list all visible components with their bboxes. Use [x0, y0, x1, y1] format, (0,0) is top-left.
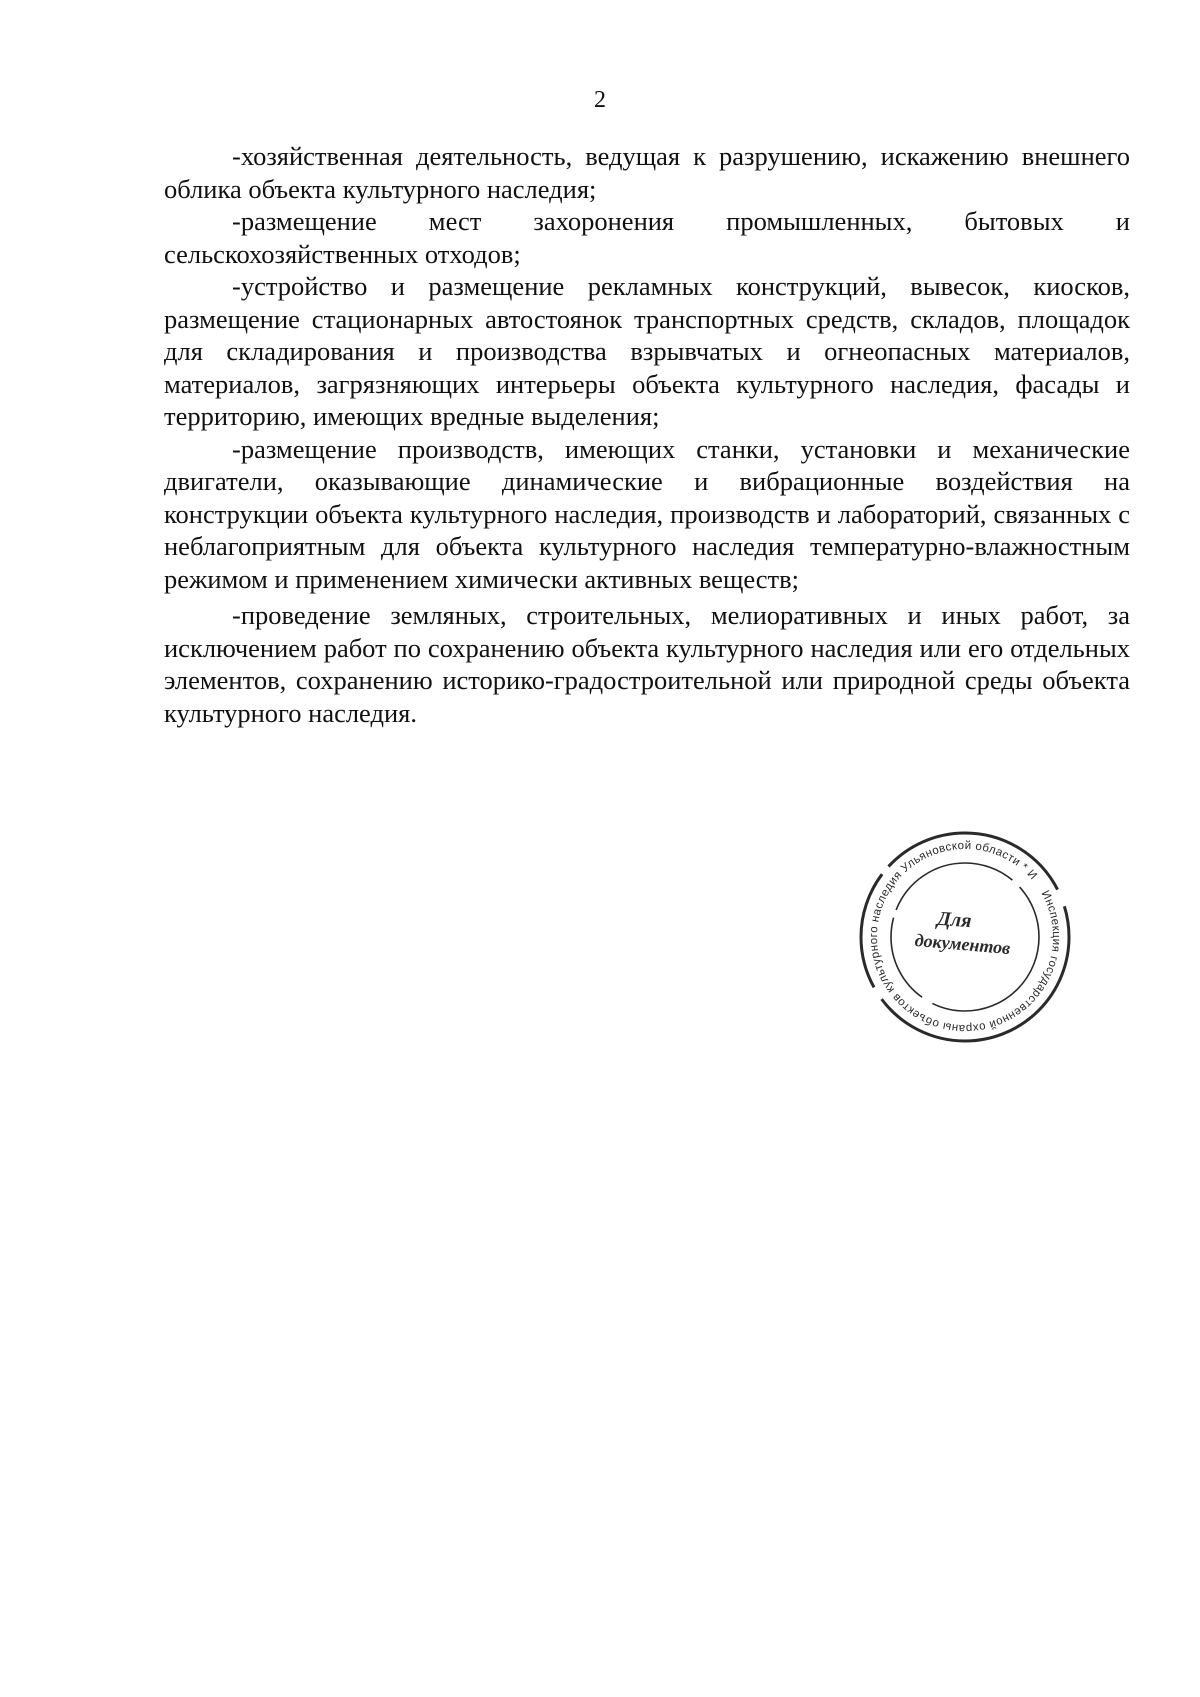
stamp-center-line-2: документов [913, 929, 1012, 959]
page-number: 2 [594, 87, 606, 113]
document-body [164, 140, 1130, 729]
paragraph-3: -устройство и размещение рекламных конструкций, вывесок, киосков, размещение стационарных автостоянок транспортных средств, складов, площадок для складирования и производства взрывчатых и огнеопасных материалов, материалов, загрязняющих интерьеры объекта культурного наследия, фасады и территорию, имеющих вредные выделения; [164, 271, 1130, 431]
paragraph-1: -хозяйственная деятельность, ведущая к разрушению, искажению внешнего облика объекта культурного наследия; [164, 141, 1130, 204]
stamp-ring-text: Инспекция государственной охраны объектов культурного наследия Ульяновской области * И [867, 839, 1063, 1035]
paragraph-4: -размещение производств, имеющих станки, установки и механические двигатели, оказывающие динамические и вибрационные воздействия на конструкции объекта культурного наследия, производств и лабораторий, связанных с неблагоприятным для объекта культурного наследия температурно-влажностным режимом и применением химически активных веществ; [164, 433, 1130, 594]
stamp-seal-graphic [850, 822, 1080, 1052]
paragraph-2: -размещение мест захоронения промышленных, бытовых и сельскохозяйственных отходов; [164, 206, 1130, 269]
official-stamp [850, 822, 1080, 1052]
stamp-center-line-1: Для [936, 907, 973, 933]
paragraph-5: -проведение земляных, строительных, мелиоративных и иных работ, за исключением работ по сохранению объекта культурного наследия или его отдельных элементов, сохранению историко-градостроительной или природной среды объекта культурного наследия. [164, 600, 1130, 728]
